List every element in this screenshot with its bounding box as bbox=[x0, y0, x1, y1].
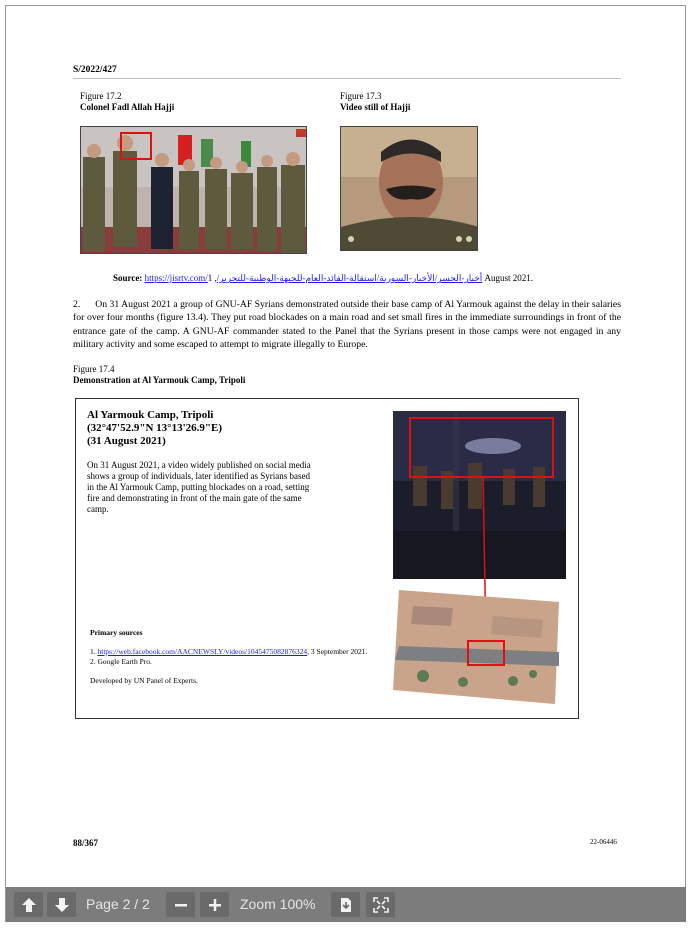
page-number: 88/367 bbox=[73, 838, 99, 848]
figure-source-line bbox=[113, 273, 533, 284]
panel-title bbox=[87, 409, 222, 448]
primary-sources-heading: Primary sources bbox=[90, 628, 143, 637]
minus-icon bbox=[174, 898, 188, 912]
arrow-down-icon bbox=[54, 897, 70, 913]
paragraph-2 bbox=[73, 298, 621, 351]
panel-title-line3: (31 August 2021) bbox=[87, 435, 166, 447]
document-symbol: S/2022/427 bbox=[73, 65, 117, 75]
header-rule bbox=[73, 78, 621, 79]
fullscreen-button[interactable] bbox=[366, 892, 395, 917]
figure-17-2-number: Figure 17.2 bbox=[80, 91, 122, 101]
fullscreen-icon bbox=[373, 897, 389, 913]
figure-17-3-video-still bbox=[340, 126, 478, 251]
source-label: Source: bbox=[113, 273, 143, 283]
zoom-in-button[interactable] bbox=[200, 892, 229, 917]
download-icon bbox=[338, 897, 354, 913]
viewer-toolbar bbox=[6, 887, 686, 922]
zoom-level: Zoom 100% bbox=[240, 896, 316, 912]
document-id: 22-06446 bbox=[590, 838, 617, 846]
figure-17-3-title: Video still of Hajji bbox=[340, 102, 411, 112]
figure-17-3-number: Figure 17.3 bbox=[340, 91, 382, 101]
page-indicator: Page 2 / 2 bbox=[86, 896, 150, 912]
source2: 2. Google Earth Pro. bbox=[90, 656, 152, 666]
satellite-image bbox=[393, 586, 561, 706]
primary-sources-list bbox=[90, 647, 367, 686]
arrow-up-icon bbox=[21, 897, 37, 913]
source-suffix: , 1 August 2021. bbox=[207, 273, 534, 283]
figure-17-2-title: Colonel Fadl Allah Hajji bbox=[80, 102, 175, 112]
developed-by: Developed by UN Panel of Experts. bbox=[90, 676, 198, 685]
download-button[interactable] bbox=[331, 892, 360, 917]
figure-17-4-title: Demonstration at Al Yarmouk Camp, Tripoli bbox=[73, 375, 246, 385]
source1-prefix: 1. bbox=[90, 647, 98, 656]
previous-page-button[interactable] bbox=[14, 892, 43, 917]
source-link[interactable]: https://jisrtv.com/أخبار-الجسر/الأخبار-السورية/استقالة-القائد-العام-للجبهة-الوطنية-للتحرير/ bbox=[144, 273, 483, 283]
zoom-out-button[interactable] bbox=[166, 892, 195, 917]
next-page-button[interactable] bbox=[47, 892, 76, 917]
panel-description: On 31 August 2021, a video widely published on social media shows a group of individuals, later identified as Syrians based in the Al Yarmouk Camp, putting blockades on a road, setting fire and demonstrating in front of the main gate of the same camp. bbox=[87, 460, 311, 514]
figure-17-2-photo bbox=[80, 126, 307, 254]
source1-link[interactable]: https://web.facebook.com/AACNEWSLY/videos/1045475082876324 bbox=[97, 647, 308, 656]
panel-title-line1: Al Yarmouk Camp, Tripoli bbox=[87, 409, 214, 421]
panel-title-line2: (32°47'52.9"N 13°13'26.9"E) bbox=[87, 422, 222, 434]
paragraph-number: 2. bbox=[73, 299, 81, 310]
source1-suffix: , 3 September 2021. bbox=[307, 647, 368, 656]
plus-icon bbox=[208, 898, 222, 912]
figure-17-4-number: Figure 17.4 bbox=[73, 364, 115, 374]
paragraph-text: On 31 August 2021 a group of GNU-AF Syrians demonstrated outside their base camp of Al Yarmouk against the delay in their salaries for over four months (figure 13.4). They put road blockades on a main road and set small fires in the immediate surroundings in front of the entrance gate of the camp. A GNU-AF commander stated to the Panel that the Syrians present in those camps were not engaged in any military activity and some escaped to attempt to migrate illegally to Europe. bbox=[73, 299, 621, 350]
